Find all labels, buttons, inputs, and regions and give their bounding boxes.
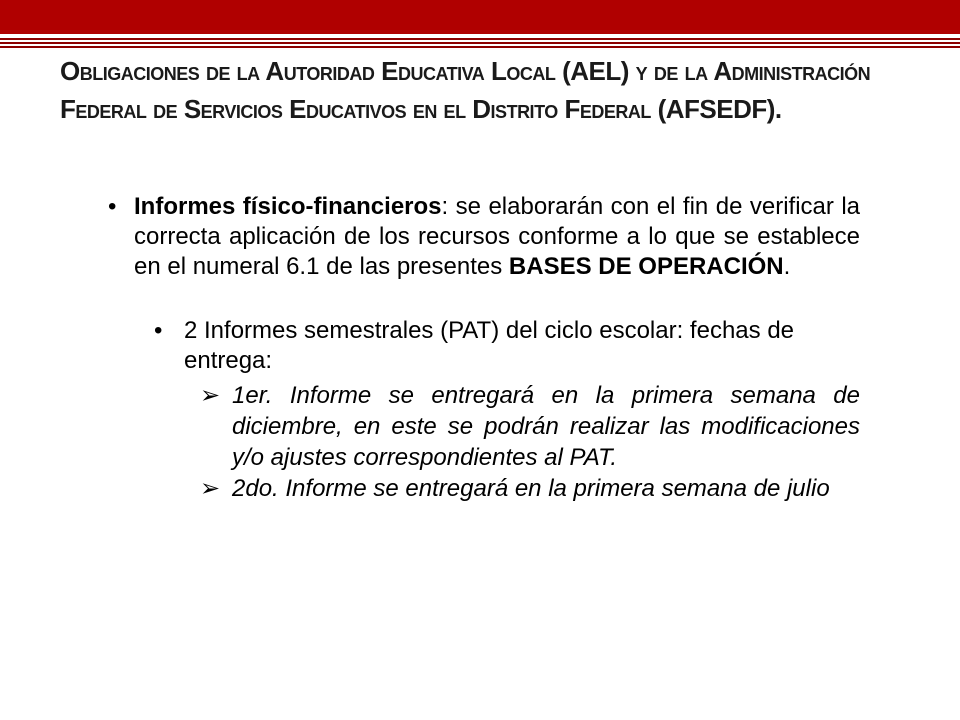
arrow-bullet-icon: ➢ <box>200 382 221 409</box>
bullet-informes-semestrales <box>154 316 804 376</box>
arrow-bullet-icon: ➢ <box>200 475 221 502</box>
bullet-text-b: . <box>783 253 791 280</box>
list-item-text: 2do. Informe se entregará en la primera semana de julio <box>232 475 830 502</box>
bullet-text: 2 Informes semestrales (PAT) del ciclo escolar: fechas de entrega: <box>184 317 795 374</box>
bullet-term: Informes físico-financieros <box>134 193 442 220</box>
sub-list <box>196 380 860 504</box>
list-item <box>196 380 860 473</box>
list-item <box>196 473 860 504</box>
content-body <box>108 192 860 504</box>
page-title: Obligaciones de la Autoridad Educativa Local (AEL) y de la Administración Federal de Servicios Educativos en el Distrito Federal (AFSEDF). <box>60 56 871 124</box>
bullet-dot-icon: • <box>108 193 117 220</box>
header-bar <box>0 0 960 34</box>
header-stripe-3 <box>0 46 960 48</box>
bullet-emphasis: BASES DE OPERACIÓN <box>508 253 784 280</box>
list-item-text: 1er. Informe se entregará en la primera semana de diciembre, en este se podrán realizar las modificaciones y/o ajustes correspondientes al PAT. <box>232 382 860 471</box>
header-stripe-1 <box>0 38 960 40</box>
header-stripe-2 <box>0 42 960 44</box>
bullet-text-a: : se elaborarán con el fin de verificar la correcta aplicación de los recursos conforme a lo que se establece en el numeral 6.1 de las presentes <box>134 193 860 280</box>
bullet-informes-fisico-financieros <box>108 192 860 282</box>
bullet-dot-icon: • <box>154 317 163 344</box>
